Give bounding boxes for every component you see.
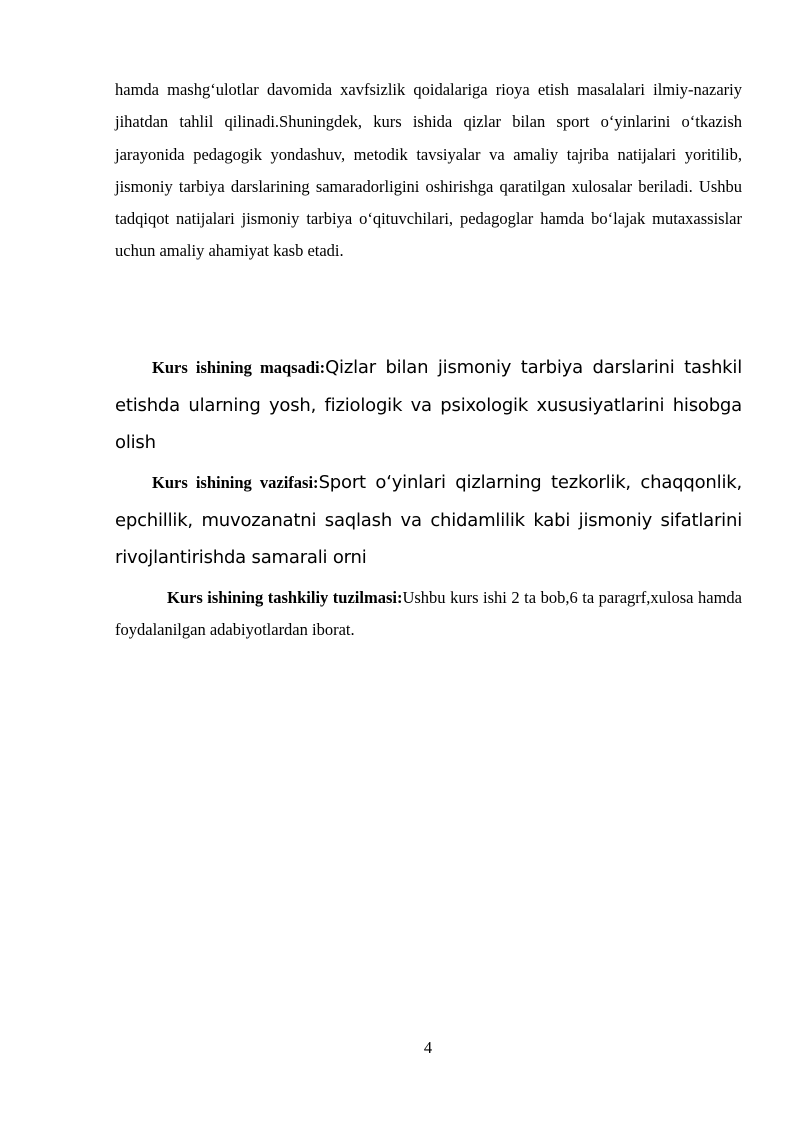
structure-label: Kurs ishining tashkiliy tuzilmasi: [167, 588, 403, 607]
goal-label: Kurs ishining maqsadi: [152, 358, 326, 377]
intro-paragraph: hamda mashg‘ulotlar davomida xavfsizlik qoidalariga rioya etish masalalari ilmiy-nazariy jihatdan tahlil qilinadi.Shuningdek, kurs ishida qizlar bilan sport o‘yinlarini o‘tkazish jarayonida pedagogik yondashuv, metodik tavsiyalar va amaliy tajriba natijalari yoritilib, jismoniy tarbiya darslarining samaradorligini oshirishga qaratilgan xulosalar beriladi. Ushbu tadqiqot natijalari jismoniy tarbiya o‘qituvchilari, pedagoglar hamda bo‘lajak mutaxassislar uchun amaliy ahamiyat kasb etadi. [115, 80, 742, 261]
goal-text: Qizlar bilan jismoniy tarbiya darslarini tashkil etishda ularning yosh, fiziologik va psixologik xususiyatlarini hisobga olish [115, 357, 742, 453]
task-label: Kurs ishining vazifasi: [152, 473, 319, 492]
structure-paragraph [115, 582, 742, 646]
structure-text: Ushbu kurs ishi 2 ta bob,6 ta paragrf,xulosa hamda foydalanilgan adabiyotlardan iborat. [115, 588, 742, 639]
page-number: 4 [423, 1038, 433, 1057]
task-text: Sport o‘yinlari qizlarning tezkorlik, chaqqonlik, epchillik, muvozanatni saqlash va chidamlilik kabi jismoniy sifatlarini rivojlantirishda samarali orni [115, 472, 742, 568]
task-paragraph [115, 464, 742, 577]
goal-paragraph [115, 349, 742, 462]
